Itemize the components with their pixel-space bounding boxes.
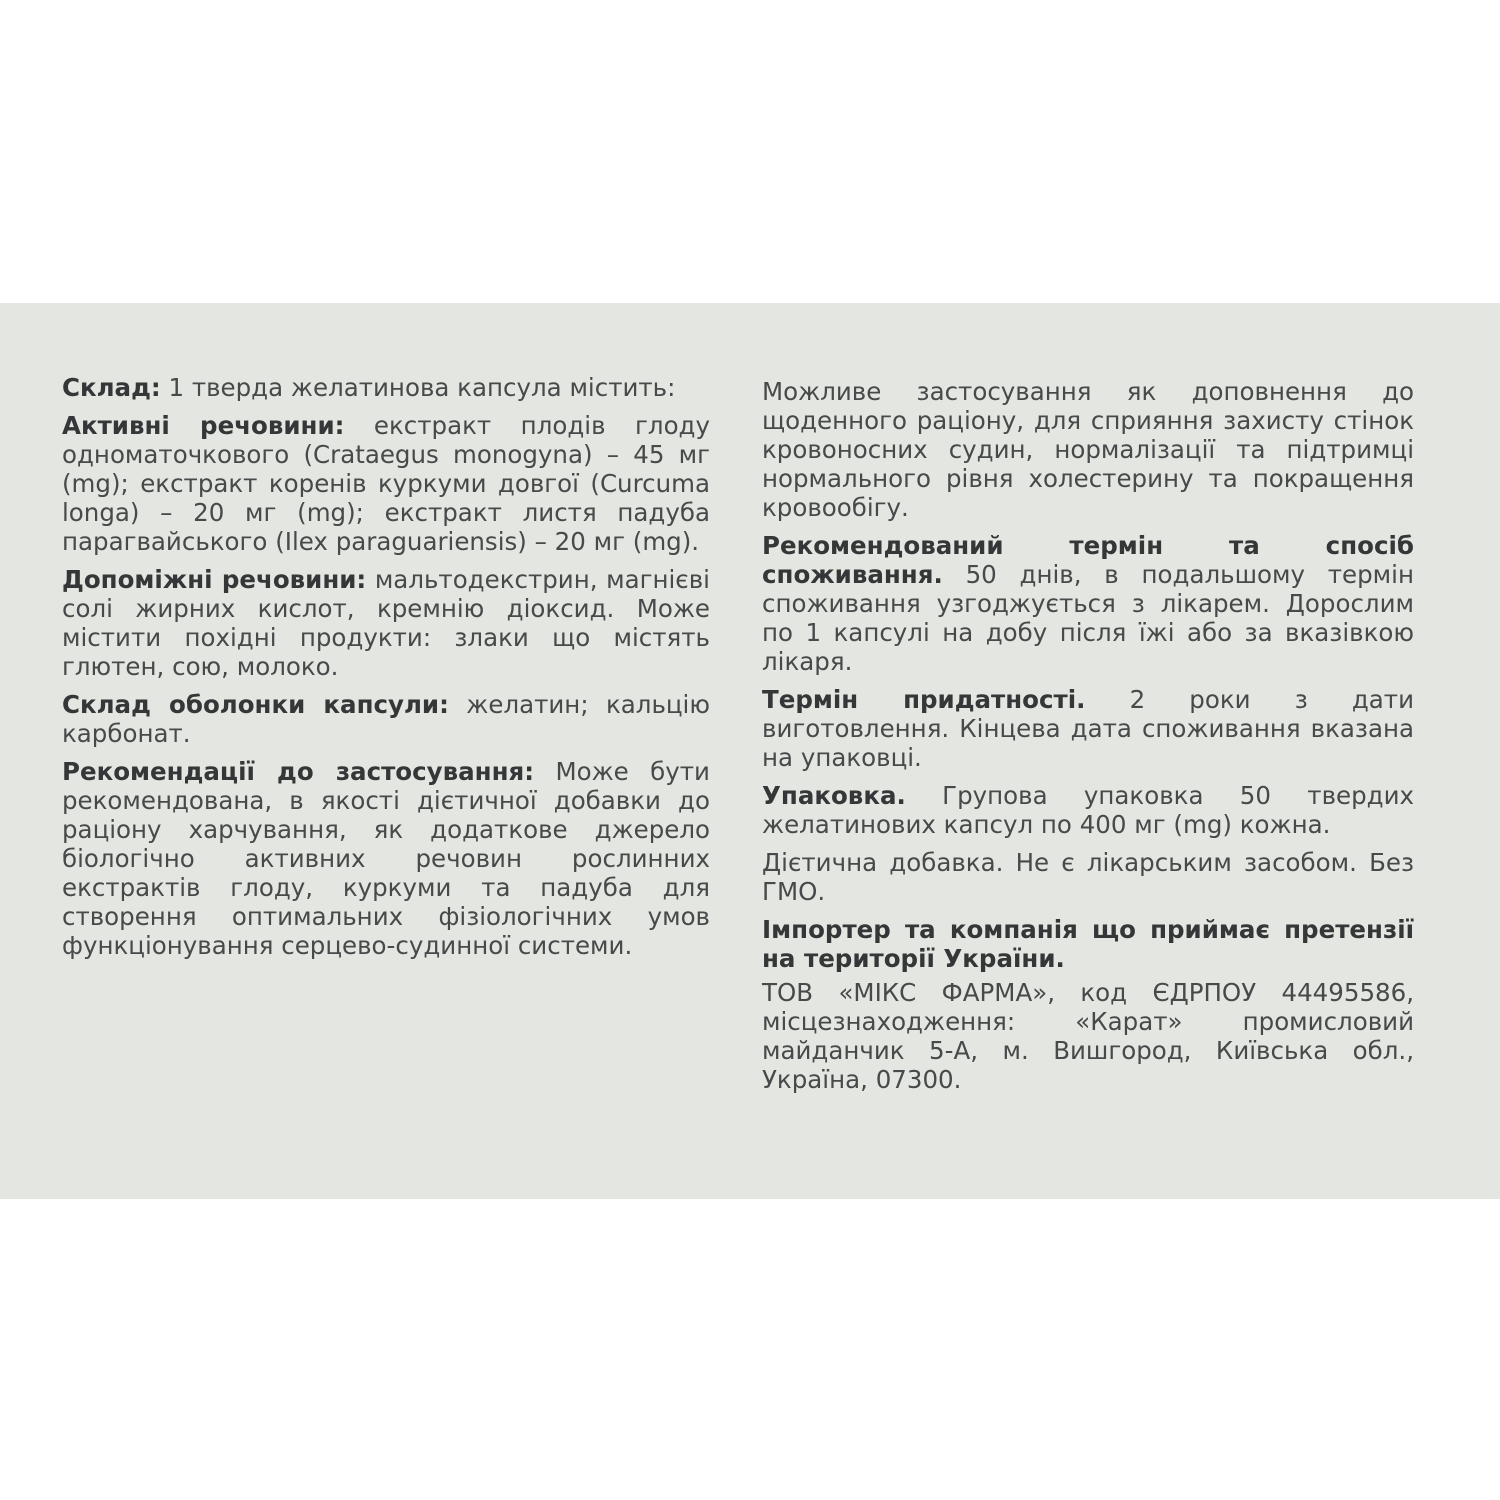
packaging-text: Групова упаковка 50 твердих желатинових капсул по 400 мг (mg) кожна.	[762, 781, 1414, 839]
dosage-paragraph	[762, 531, 1414, 676]
importer-text: ТОВ «МІКС ФАРМА», код ЄДРПОУ 44495586, місцезнаходження: «Карат» промисловий майданчик 5-А, м. Вишгород, Київська обл., Україна, 07300.	[762, 978, 1414, 1094]
composition-text: 1 тверда желатинова капсула містить:	[168, 373, 676, 402]
possible-use-text: Можливе застосування як доповнення до щоденного раціону, для сприяння захисту стінок кровоносних судин, нормалізації та підтримці нормального рівня холестерину та покращення кровообігу.	[762, 377, 1414, 522]
excipients-text: мальтодекстрин, магнієві солі жирних кислот, кремнію діоксид. Може містити похідні продукти: злаки що містять глютен, сою, молоко.	[62, 565, 710, 681]
packaging-paragraph	[762, 781, 1414, 839]
shelf-life-paragraph	[762, 685, 1414, 772]
importer-heading: Імпортер та компанія що приймає претензії на території України.	[762, 915, 1414, 973]
disclaimer-text: Дієтична добавка. Не є лікарським засобом. Без ГМО.	[762, 848, 1414, 906]
shelf-life-label: Термін придатності.	[762, 685, 1086, 714]
recommendations-paragraph	[62, 757, 710, 960]
possible-use-paragraph	[762, 377, 1414, 522]
capsule-shell-text: желатин; кальцію карбонат.	[62, 690, 710, 748]
excipients-label: Допоміжні речовини:	[62, 565, 367, 594]
dosage-label: Рекомендований термін та спосіб споживання.	[762, 531, 1414, 589]
importer-heading-paragraph	[762, 915, 1414, 973]
left-column	[62, 373, 710, 969]
shelf-life-text: 2 роки з дати виготовлення. Кінцева дата споживання вказана на упаковці.	[762, 685, 1414, 772]
composition-label: Склад:	[62, 373, 161, 402]
excipients-paragraph	[62, 565, 710, 681]
active-substances-label: Активні речовини:	[62, 411, 345, 440]
disclaimer-paragraph	[762, 848, 1414, 906]
capsule-shell-paragraph	[62, 690, 710, 748]
active-substances-paragraph	[62, 411, 710, 556]
product-label-panel	[0, 303, 1500, 1199]
capsule-shell-label: Склад оболонки капсули:	[62, 690, 449, 719]
packaging-label: Упаковка.	[762, 781, 906, 810]
active-substances-text: екстракт плодів глоду одноматочкового (Crataegus monogyna) – 45 мг (mg); екстракт коренів куркуми довгої (Curcuma longa) – 20 мг (mg); екстракт листя падуба парагвайського (Ilex paraguariensis) – 20 мг (mg).	[62, 411, 710, 556]
recommendations-text: Може бути рекомендована, в якості дієтичної добавки до раціону харчування, як додаткове джерело біологічно активних речовин рослинних екстрактів глоду, куркуми та падуба для створення оптимальних фізіологічних умов функціонування серцево-судинної системи.	[62, 757, 710, 960]
dosage-text: 50 днів, в подальшому термін споживання узгоджується з лікарем. Дорослим по 1 капсулі на добу після їжі або за вказівкою лікаря.	[762, 560, 1414, 676]
recommendations-label: Рекомендації до застосування:	[62, 757, 535, 786]
importer-paragraph	[762, 978, 1414, 1094]
composition-paragraph	[62, 373, 710, 402]
right-column	[762, 377, 1414, 1103]
